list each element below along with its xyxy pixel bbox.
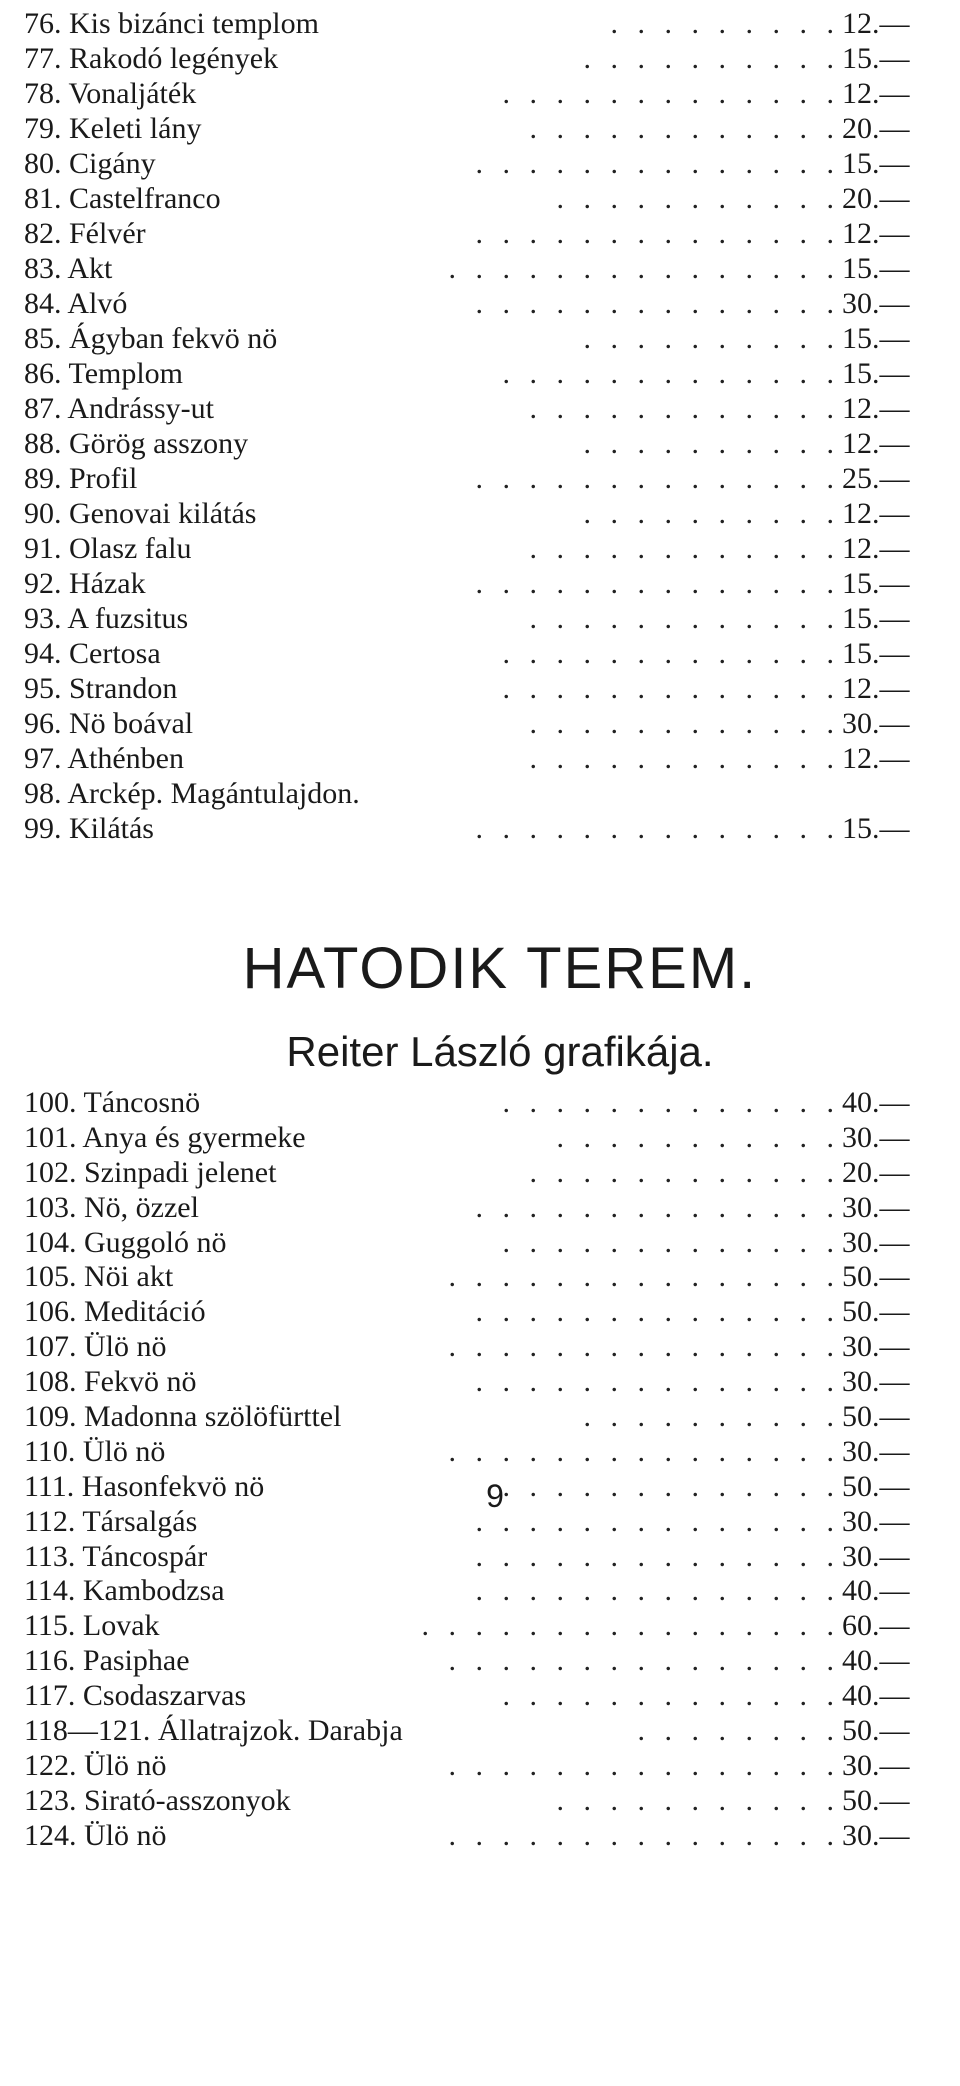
leader-dots: . . . . . . . . . . . .	[529, 392, 840, 425]
catalog-entry	[0, 811, 960, 846]
entry-title: 113. Táncospár	[24, 1539, 208, 1573]
entry-title: 76. Kis bizánci templom	[24, 7, 319, 40]
entry-title: 108. Fekvö nö	[24, 1365, 197, 1399]
entry-title: 118—121. Állatrajzok. Darabja	[24, 1714, 403, 1748]
entry-price: 40.—	[842, 1679, 910, 1713]
entry-price: 12.—	[842, 392, 910, 425]
catalog-entry	[0, 76, 960, 111]
entry-price: 12.—	[842, 672, 910, 705]
entry-price: 40.—	[842, 1574, 910, 1608]
leader-dots: . . . . . . . . . . . . . .	[475, 147, 840, 180]
entry-price: 15.—	[842, 567, 910, 600]
catalog-entry	[0, 531, 960, 566]
catalog-entry	[0, 1365, 960, 1400]
entry-price: 50.—	[842, 1714, 910, 1748]
catalog-entry	[0, 251, 960, 286]
entry-title: 116. Pasiphae	[24, 1644, 190, 1678]
entry-price: 12.—	[842, 497, 910, 530]
entry-price: 30.—	[842, 1330, 910, 1364]
entry-title: 80. Cigány	[24, 147, 156, 180]
entry-price: 50.—	[842, 1783, 910, 1817]
entry-price: 30.—	[842, 1748, 910, 1782]
room-title: HATODIK TEREM.	[242, 936, 758, 1001]
leader-dots: . . . . . . . . . . . . . .	[475, 1365, 840, 1399]
leader-dots: . . . . . . . . . .	[583, 42, 840, 75]
leader-dots: . . . . . . . . . . . . . .	[475, 287, 840, 320]
entry-title: 101. Anya és gyermeke	[24, 1120, 306, 1154]
entry-title: 105. Nöi akt	[24, 1260, 174, 1294]
leader-dots: . . . . . . . . . . . . .	[502, 77, 840, 110]
entry-price: 20.—	[842, 1155, 910, 1189]
entry-title: 107. Ülö nö	[24, 1330, 167, 1364]
entry-title: 99. Kilátás	[24, 812, 154, 845]
entry-title: 94. Certosa	[24, 637, 161, 670]
page-number: 9	[486, 1478, 504, 1514]
entry-title: 117. Csodaszarvas	[24, 1679, 247, 1713]
entry-price: 30.—	[842, 1365, 910, 1399]
entry-price: 30.—	[842, 1504, 910, 1538]
entry-title: 100. Táncosnö	[24, 1086, 201, 1119]
leader-dots: . . . . . . . . . . . . .	[502, 1679, 840, 1713]
entry-price: 30.—	[842, 1190, 910, 1224]
catalog-entry	[0, 286, 960, 321]
leader-dots: . . . . . . . .	[637, 1714, 840, 1748]
leader-dots: . . . . . . . . . . . . .	[502, 1086, 840, 1119]
leader-dots: . . . . . . . . . . . .	[529, 602, 840, 635]
entry-title: 92. Házak	[24, 567, 146, 600]
catalog-entry	[0, 1574, 960, 1609]
catalog-entry	[0, 566, 960, 601]
leader-dots: . . . . . . . . . . . .	[529, 1155, 840, 1189]
entry-price: 12.—	[842, 532, 910, 565]
entry-title: 97. Athénben	[24, 742, 184, 775]
catalog-entry	[0, 1609, 960, 1644]
entry-title: 89. Profil	[24, 462, 138, 495]
entry-price: 50.—	[842, 1260, 910, 1294]
catalog-entry	[0, 496, 960, 531]
leader-dots: . . . . . . . . . . . . . .	[475, 1574, 840, 1608]
entry-title: 85. Ágyban fekvö nö	[24, 322, 278, 355]
catalog-list-section-1	[0, 6, 960, 846]
entry-title: 122. Ülö nö	[24, 1748, 167, 1782]
entry-title: 111. Hasonfekvö nö	[24, 1469, 265, 1503]
entry-title: 98. Arckép. Magántulajdon.	[24, 777, 360, 810]
entry-title: 84. Alvó	[24, 287, 128, 320]
entry-price: 20.—	[842, 182, 910, 215]
entry-price: 12.—	[842, 77, 910, 110]
entry-price: 15.—	[842, 602, 910, 635]
leader-dots: . . . . . . . . . . .	[556, 1783, 840, 1817]
entry-title: 81. Castelfranco	[24, 182, 221, 215]
entry-price: 15.—	[842, 812, 910, 845]
entry-price: 20.—	[842, 112, 910, 145]
entry-price: 60.—	[842, 1609, 910, 1643]
entry-price: 50.—	[842, 1400, 910, 1434]
catalog-entry	[0, 356, 960, 391]
entry-title: 112. Társalgás	[24, 1504, 198, 1538]
entry-title: 104. Guggoló nö	[24, 1225, 227, 1259]
entry-price: 12.—	[842, 742, 910, 775]
catalog-entry	[0, 1295, 960, 1330]
entry-title: 106. Meditáció	[24, 1295, 206, 1329]
catalog-entry	[0, 1749, 960, 1784]
catalog-entry	[0, 1226, 960, 1261]
leader-dots: . . . . . . . . . . .	[556, 1120, 840, 1154]
catalog-entry	[0, 1819, 960, 1854]
entry-price: 30.—	[842, 287, 910, 320]
entry-price: 30.—	[842, 1120, 910, 1154]
entry-title: 110. Ülö nö	[24, 1434, 166, 1468]
leader-dots: . . . . . . . . . . . . . . . .	[421, 1609, 840, 1643]
entry-title: 124. Ülö nö	[24, 1818, 167, 1852]
entry-title: 95. Strandon	[24, 672, 178, 705]
entry-title: 90. Genovai kilátás	[24, 497, 257, 530]
entry-price: 25.—	[842, 462, 910, 495]
catalog-entry	[0, 706, 960, 741]
entry-title: 91. Olasz falu	[24, 532, 192, 565]
leader-dots: . . . . . . . . . . . .	[529, 532, 840, 565]
leader-dots: . . . . . . . . . . .	[556, 182, 840, 215]
catalog-entry	[0, 776, 960, 811]
catalog-entry	[0, 181, 960, 216]
entry-title: 78. Vonaljáték	[24, 77, 197, 110]
catalog-entry	[0, 111, 960, 146]
entry-price: 15.—	[842, 357, 910, 390]
leader-dots: . . . . . . . . . . . . . . .	[448, 1260, 840, 1294]
entry-price: 15.—	[842, 252, 910, 285]
entry-title: 82. Félvér	[24, 217, 146, 250]
entry-title: 103. Nö, özzel	[24, 1190, 199, 1224]
leader-dots: . . . . . . . . . . . . . . .	[448, 1434, 840, 1468]
catalog-entry	[0, 6, 960, 41]
catalog-entry	[0, 1121, 960, 1156]
leader-dots: . . . . . . . . . . . . .	[502, 637, 840, 670]
leader-dots: . . . . . . . . . . . . . . .	[448, 1818, 840, 1852]
catalog-entry	[0, 1435, 960, 1470]
catalog-entry	[0, 391, 960, 426]
catalog-entry	[0, 216, 960, 251]
catalog-entry	[0, 741, 960, 776]
entry-title: 83. Akt	[24, 252, 113, 285]
leader-dots: . . . . . . . . . .	[583, 497, 840, 530]
catalog-entry	[0, 1679, 960, 1714]
entry-price: 40.—	[842, 1644, 910, 1678]
entry-price: 30.—	[842, 707, 910, 740]
entry-title: 115. Lovak	[24, 1609, 160, 1643]
leader-dots: . . . . . . . . . . . . . .	[475, 1539, 840, 1573]
leader-dots: . . . . . . . . . . . . . . .	[448, 1748, 840, 1782]
entry-price: 15.—	[842, 637, 910, 670]
leader-dots: . . . . . . . . . . . . . . .	[448, 1644, 840, 1678]
leader-dots: . . . . . . . . . . . .	[529, 112, 840, 145]
catalog-entry	[0, 636, 960, 671]
entry-title: 96. Nö boával	[24, 707, 194, 740]
leader-dots: . . . . . . . . . . . . . .	[475, 1190, 840, 1224]
entry-price: 15.—	[842, 322, 910, 355]
leader-dots: . . . . . . . . . . . . .	[502, 1469, 840, 1503]
entry-title: 102. Szinpadi jelenet	[24, 1155, 277, 1189]
catalog-entry	[0, 1400, 960, 1435]
entry-price: 15.—	[842, 42, 910, 75]
catalog-list-section-2	[0, 1086, 960, 1854]
entry-price: 30.—	[842, 1434, 910, 1468]
entry-title: 93. A fuzsitus	[24, 602, 189, 635]
entry-price: 12.—	[842, 217, 910, 250]
entry-price: 40.—	[842, 1086, 910, 1119]
leader-dots: . . . . . . . . .	[610, 7, 840, 40]
leader-dots: . . . . . . . . . . . . .	[502, 1225, 840, 1259]
catalog-entry	[0, 1540, 960, 1575]
entry-price: 50.—	[842, 1295, 910, 1329]
catalog-entry	[0, 321, 960, 356]
leader-dots: . . . . . . . . . . . . . .	[475, 812, 840, 845]
catalog-entry	[0, 1330, 960, 1365]
entry-title: 109. Madonna szölöfürttel	[24, 1400, 342, 1434]
entry-price: 30.—	[842, 1539, 910, 1573]
entry-price: 15.—	[842, 147, 910, 180]
leader-dots: . . . . . . . . . .	[583, 1400, 840, 1434]
leader-dots: . . . . . . . . . . . .	[529, 742, 840, 775]
catalog-entry	[0, 461, 960, 496]
entry-title: 114. Kambodzsa	[24, 1574, 225, 1608]
catalog-entry	[0, 146, 960, 181]
leader-dots: . . . . . . . . . . . . . .	[475, 462, 840, 495]
leader-dots: . . . . . . . . . . . . . .	[475, 1504, 840, 1538]
entry-price: 12.—	[842, 7, 910, 40]
leader-dots: . . . . . . . . . . . . . . .	[448, 1330, 840, 1364]
leader-dots: . . . . . . . . . . . . .	[502, 672, 840, 705]
catalog-entry	[0, 1156, 960, 1191]
catalog-entry	[0, 671, 960, 706]
leader-dots: . . . . . . . . . . . . . .	[475, 567, 840, 600]
entry-title: 87. Andrássy-ut	[24, 392, 214, 425]
catalog-entry	[0, 1086, 960, 1121]
leader-dots: . . . . . . . . . . . . .	[502, 357, 840, 390]
leader-dots: . . . . . . . . . .	[583, 322, 840, 355]
leader-dots: . . . . . . . . . .	[583, 427, 840, 460]
leader-dots: . . . . . . . . . . . . . .	[475, 1295, 840, 1329]
catalog-entry	[0, 41, 960, 76]
catalog-entry	[0, 426, 960, 461]
leader-dots: . . . . . . . . . . . . . . .	[448, 252, 840, 285]
catalog-entry	[0, 601, 960, 636]
leader-dots: . . . . . . . . . . . . . .	[475, 217, 840, 250]
entry-title: 123. Sirató-asszonyok	[24, 1783, 291, 1817]
leader-dots: . . . . . . . . . . . .	[529, 707, 840, 740]
entry-title: 79. Keleti lány	[24, 112, 202, 145]
entry-price: 30.—	[842, 1818, 910, 1852]
catalog-entry	[0, 1191, 960, 1226]
entry-title: 88. Görög asszony	[24, 427, 249, 460]
catalog-entry	[0, 1714, 960, 1749]
catalog-entry	[0, 1644, 960, 1679]
catalog-entry	[0, 1784, 960, 1819]
entry-price: 12.—	[842, 427, 910, 460]
entry-title: 86. Templom	[24, 357, 184, 390]
entry-title: 77. Rakodó legények	[24, 42, 279, 75]
room-subtitle: Reiter László grafikája.	[286, 1028, 714, 1075]
entry-price: 50.—	[842, 1469, 910, 1503]
entry-price: 30.—	[842, 1225, 910, 1259]
catalog-entry	[0, 1260, 960, 1295]
